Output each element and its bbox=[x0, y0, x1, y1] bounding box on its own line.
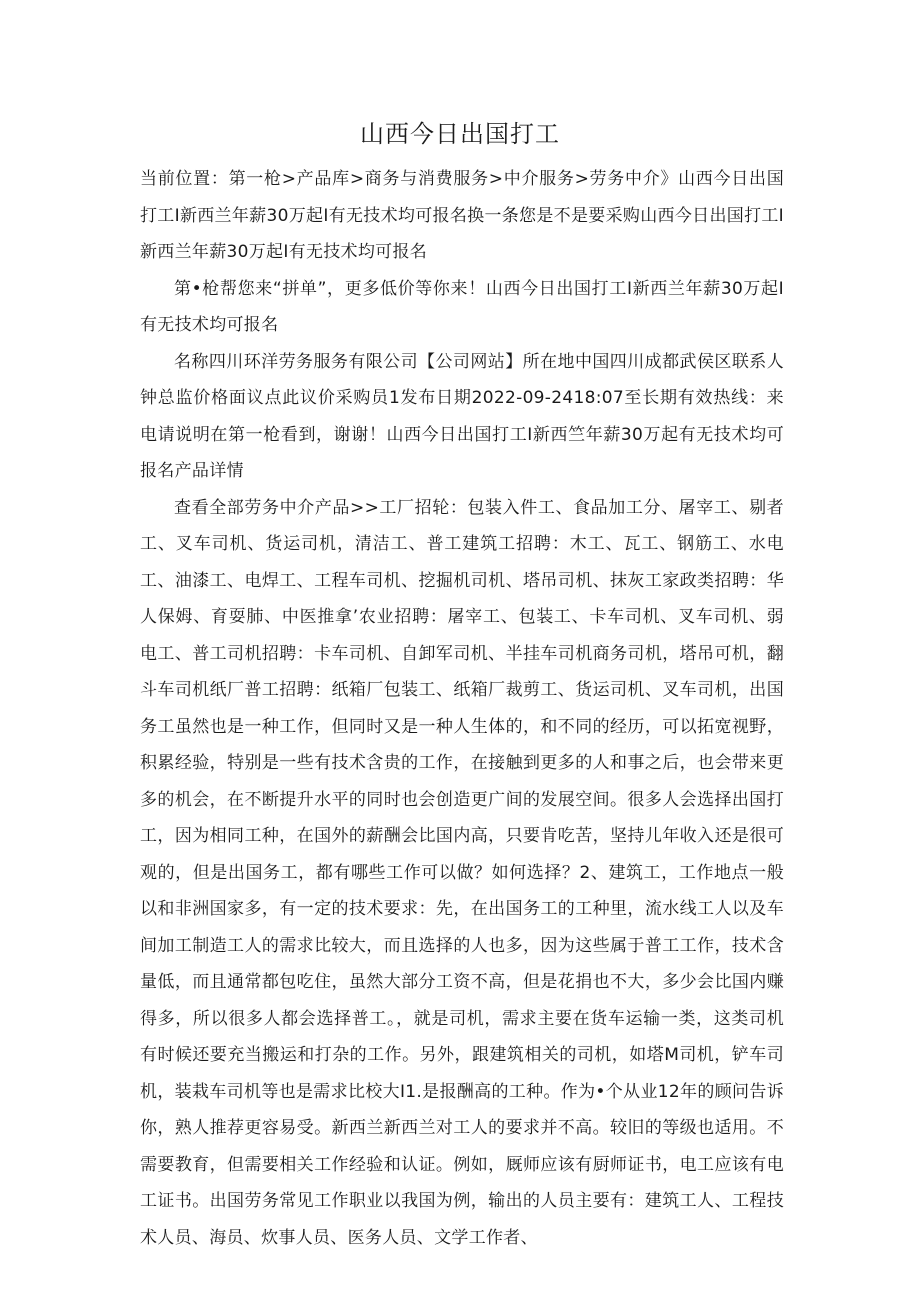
promo-paragraph: 第•枪帮您来“拼单”，更多低价等你来！山西今日出国打工I新西兰年薪30万起I有无技术均可报名 bbox=[140, 278, 784, 335]
document-body bbox=[140, 161, 784, 1256]
company-info-paragraph: 名称四川环洋劳务服务有限公司【公司网站】所在地中国四川成都武侯区联系人钟总监价格面议点此议价采购员1发布日期2022-09-2418:07至长期有效热线：来电请说明在第一枪看到，谢谢！山西今日出国打工I新西竺年薪30万起有无技术均可报名产品详情 bbox=[140, 351, 784, 481]
breadcrumb-paragraph: 当前位置：第一枪>产品库>商务与消费服务>中介服务>劳务中介》山西今日出国打工I新西兰年薪30万起I有无技术均可报名换一条您是不是要采购山西今日出国打工I新西兰年薪30万起I有无技术均可报名 bbox=[140, 169, 784, 262]
document-title: 山西今日出国打工 bbox=[360, 120, 560, 148]
job-details-paragraph: 查看全部劳务中介产品>>工厂招轮：包装入件工、食品加工分、屠宰工、剔者工、叉车司机、货运司机，清洁工、普工建筑工招聘：木工、瓦工、钢筋工、水电工、油漆工、电焊工、工程车司机、挖掘机司机、塔吊司机、抹灰工家政类招聘：华人保姆、育耍肺、中医推拿’农业招聘：屠宰工、包装工、卡车司机、叉车司机、弱电工、普工司机招聘：卡车司机、自卸军司机、半挂车司机商务司机，塔吊可机，翻斗车司机纸厂普工招聘：纸箱厂包装工、纸箱厂裁剪工、货运司机、叉车司机，出国务工虽然也是一种工作，但同时又是一种人生体的，和不同的经历，可以拓宽视野，积累经验，特别是一些有技术含贵的工作，在接触到更多的人和事之后，也会带来更多的机会，在不断提升水平的同时也会创造更广间的发展空间。很多人会选择出国打工，因为相同工种，在国外的薪酬会比国内高，只要肯吃苦，坚持儿年收入还是很可观的，但是出国务工，都有哪些工作可以做？如何选择？2、建筑工，工作地点一般以和非洲国家多，有一定的技术要求：先，在出国务工的工种里，流水线工人以及车间加工制造工人的需求比较大，而且选择的人也多，因为这些属于普工工作，技术含量低，而且通常都包吃住，虽然大部分工资不高，但是花捐也不大，多少会比国内赚得多，所以很多人都会选择普工。，就是司机，需求主要在货车运输一类，这类司机有时候还要充当搬运和打杂的工作。另外，跟建筑相关的司机，如塔M司机，铲车司机，装栽车司机等也是需求比校大I1.是报酬高的工种。作为•个从业12年的顾问告诉你，熟人推荐更容易受。新西兰新西兰对工人的要求并不高。较旧的等级也适用。不需要教育，但需要相关工作经验和认证。例如，厩师应该有厨师证书，电工应该有电工证书。出国劳务常见工作职业以我国为例，输出的人员主要有：建筑工人、工程技术人员、海员、炊事人员、医务人员、文学工作者、 bbox=[140, 497, 784, 1248]
